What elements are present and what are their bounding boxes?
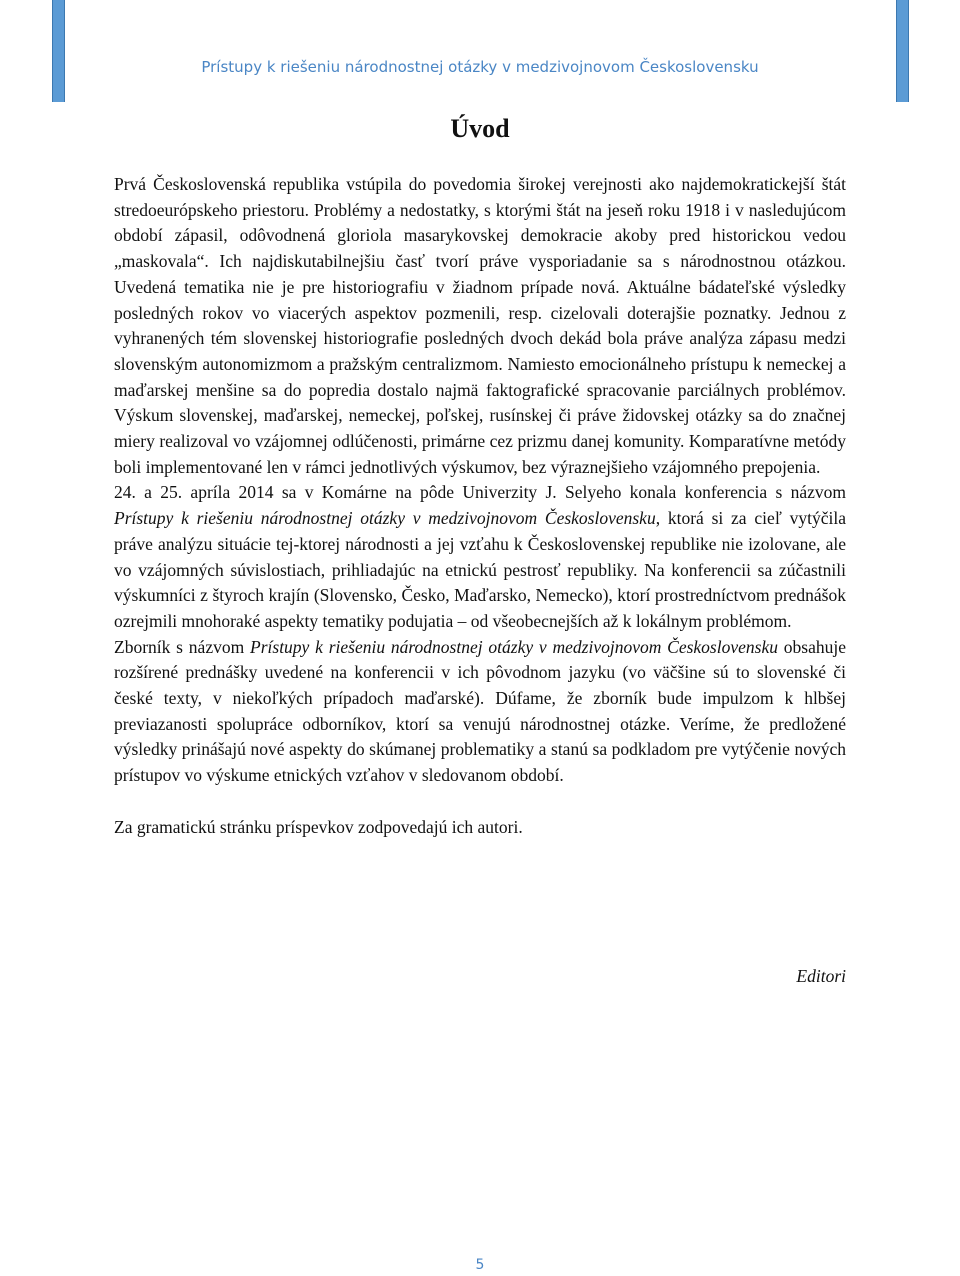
paragraph-2	[114, 480, 846, 634]
paragraph-2-text-b: , ktorá si za cieľ vytýčila práve analýzu situácie tej-ktorej národnosti a jej vzťahu k Československej republike nie izolovane, ale vo vzájomných súvislostiach, prihliadajúc na etnickú pestrosť republiky. Na konferencii sa zúčastnili výskumníci z štyroch krajín (Slovensko, Česko, Maďarsko, Nemecko), ktorí prostredníctvom prednášok ozrejmili mnohoraké aspekty tematiky podujatia – od všeobecnejších až k lokálnym problémom.	[114, 508, 846, 631]
body-text	[114, 172, 846, 841]
running-title: Prístupy k riešeniu národnostnej otázky v medzivojnovom Československu	[201, 58, 759, 76]
paragraph-3	[114, 635, 846, 789]
paragraph-4-text: Za gramatickú stránku príspevkov zodpovedajú ich autori.	[114, 816, 523, 837]
paragraph-3-text-b: obsahuje rozšírené prednášky uvedené na konferencii v ich pôvodnom jazyku (vo väčšine sú to slovenské či české texty, v niekoľkých prípadoch maďarské). Dúfame, že zborník bude impulzom k hlbšej previazanosti spolupráce odborníkov, ktorí sa venujú národnostnej otázke. Veríme, že predložené výsledky prinášajú nové aspekty do skúmanej problematiky a stanú sa podkladom pre vytýčenie nových prístupov vo výskume etnických vzťahov v sledovanom období.	[114, 636, 846, 786]
page-header	[0, 0, 960, 102]
proceedings-title: Prístupy k riešeniu národnostnej otázky v medzivojnovom Československu	[250, 636, 778, 657]
paragraph-1-text: Prvá Československá republika vstúpila do povedomia širokej verejnosti ako najdemokratickejší štát stredoeurópskeho priestoru. Problémy a nedostatky, s ktorými štát na jeseň roku 1918 i v nasledujúcom období zápasil, odôvodnená gloriola masarykovskej demokracie akoby pred historickou vedou „maskovala“. Ich najdiskutabilnejšiu časť tvorí práve vysporiadanie sa s národnostnou otázkou. Uvedená tematika nie je pre historiografiu v žiadnom prípade nová. Aktuálne bádateľské výsledky posledných rokov vo viacerých aspektov pozmenili, resp. cizelovali doterajšie poznatky. Jednou z vyhranených tém slovenskej historiografie posledných dvoch dekád bola práve analýza zápasu medzi slovenským autonomizmom a pražským centralizmom. Namiesto emocionálneho prístupu k nemeckej a maďarskej menšine sa do popredia dostalo najmä faktografické spracovanie parciálnych problémov. Výskum slovenskej, maďarskej, nemeckej, poľskej, rusínskej či práve židovskej otázky sa do značnej miery realizoval vo vzájomnej odlúčenosti, primárne cez prizmu danej komunity. Komparatívne metódy boli implementované len v rámci jednotlivých výskumov, bez výraznejšieho vzájomného prepojenia.	[114, 174, 846, 477]
paragraph-4	[114, 815, 846, 841]
paragraph-gap	[114, 789, 846, 815]
header-accent-bar-right	[896, 0, 909, 102]
page-title: Úvod	[450, 114, 510, 143]
paragraph-2-text-a: 24. a 25. apríla 2014 sa v Komárne na pôde Univerzity J. Selyeho konala konferencia s názvom	[114, 482, 846, 503]
editors-signature: Editori	[796, 966, 846, 986]
conference-title: Prístupy k riešeniu národnostnej otázky v medzivojnovom Československu	[114, 508, 656, 529]
page-number: 5	[475, 1257, 485, 1273]
header-accent-bar-left	[52, 0, 65, 102]
paragraph-3-text-a: Zborník s názvom	[114, 636, 251, 657]
paragraph-1	[114, 172, 846, 480]
